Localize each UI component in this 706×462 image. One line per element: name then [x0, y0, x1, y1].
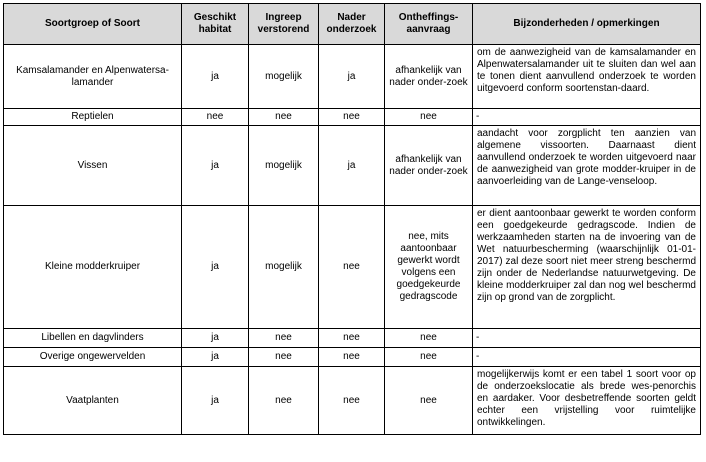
cell-ingreep: nee	[249, 329, 319, 348]
header-geschikt-habitat: Geschikt habitat	[182, 4, 249, 45]
cell-opmerkingen: er dient aantoonbaar gewerkt te worden conform een goedgekeurde gedragscode. Indien de werkzaamheden starten na de invoering van de Wet natuurbescherming (waarschijnlijk 01-01-2017) zal deze soort niet meer streng beschermd zijn onder de Nederlandse natuurwetgeving. De kleine modderkruiper zal dan nog wel beschermd zijn op grond van de zorgplicht.	[473, 206, 701, 329]
cell-ontheffing: nee	[385, 348, 473, 367]
header-row	[4, 4, 701, 45]
cell-ingreep: nee	[249, 109, 319, 126]
cell-ontheffing: nee	[385, 109, 473, 126]
table-row	[4, 367, 701, 435]
species-table	[3, 3, 701, 435]
cell-soort: Reptielen	[4, 109, 182, 126]
cell-onderzoek: nee	[319, 109, 385, 126]
cell-opmerkingen: mogelijkerwijs komt er een tabel 1 soort voor op de onderzoekslocatie als brede wes-penorchis en aardaker. Voor desbetreffende soorten geldt echter een vrijstelling voor ruimtelijke ontwikkelingen.	[473, 367, 701, 435]
cell-ontheffing: afhankelijk van nader onder-zoek	[385, 126, 473, 206]
cell-ingreep: mogelijk	[249, 126, 319, 206]
header-ingreep-verstorend: Ingreep verstorend	[249, 4, 319, 45]
cell-onderzoek: ja	[319, 126, 385, 206]
cell-ontheffing: afhankelijk van nader onder-zoek	[385, 45, 473, 109]
cell-opmerkingen: om de aanwezigheid van de kamsalamander en Alpenwatersalamander uit te sluiten dan wel aan te tonen dient aanvullend onderzoek te worden uitgevoerd conform soortenstan-daard.	[473, 45, 701, 109]
header-nader-onderzoek: Nader onderzoek	[319, 4, 385, 45]
cell-soort: Vissen	[4, 126, 182, 206]
table-row	[4, 126, 701, 206]
header-soortgroep: Soortgroep of Soort	[4, 4, 182, 45]
cell-ontheffing: nee	[385, 329, 473, 348]
cell-ontheffing: nee	[385, 367, 473, 435]
cell-ingreep: nee	[249, 367, 319, 435]
cell-soort: Overige ongewervelden	[4, 348, 182, 367]
cell-ingreep: mogelijk	[249, 206, 319, 329]
cell-habitat: ja	[182, 348, 249, 367]
header-ontheffingsaanvraag: Ontheffings-aanvraag	[385, 4, 473, 45]
cell-habitat: ja	[182, 367, 249, 435]
table-row	[4, 109, 701, 126]
cell-onderzoek: nee	[319, 367, 385, 435]
cell-opmerkingen: -	[473, 329, 701, 348]
cell-ingreep: mogelijk	[249, 45, 319, 109]
species-table-wrapper	[3, 3, 701, 435]
cell-onderzoek: nee	[319, 206, 385, 329]
table-row	[4, 206, 701, 329]
cell-habitat: ja	[182, 45, 249, 109]
cell-habitat: nee	[182, 109, 249, 126]
cell-habitat: ja	[182, 206, 249, 329]
cell-habitat: ja	[182, 329, 249, 348]
cell-opmerkingen: aandacht voor zorgplicht ten aanzien van algemene vissoorten. Daarnaast dient aanvullend onderzoek te worden uitgevoerd naar de aanwezigheid van grote modder-kruiper in de aanvoerleiding van de Lange-venseloop.	[473, 126, 701, 206]
cell-soort: Libellen en dagvlinders	[4, 329, 182, 348]
cell-habitat: ja	[182, 126, 249, 206]
cell-onderzoek: ja	[319, 45, 385, 109]
table-row	[4, 348, 701, 367]
cell-soort: Vaatplanten	[4, 367, 182, 435]
cell-onderzoek: nee	[319, 329, 385, 348]
table-row	[4, 329, 701, 348]
cell-soort: Kamsalamander en Alpenwatersa-lamander	[4, 45, 182, 109]
cell-opmerkingen: -	[473, 109, 701, 126]
cell-onderzoek: nee	[319, 348, 385, 367]
cell-opmerkingen: -	[473, 348, 701, 367]
cell-ingreep: nee	[249, 348, 319, 367]
header-bijzonderheden: Bijzonderheden / opmerkingen	[473, 4, 701, 45]
cell-soort: Kleine modderkruiper	[4, 206, 182, 329]
table-row	[4, 45, 701, 109]
cell-ontheffing: nee, mits aantoonbaar gewerkt wordt volgens een goedgekeurde gedragscode	[385, 206, 473, 329]
